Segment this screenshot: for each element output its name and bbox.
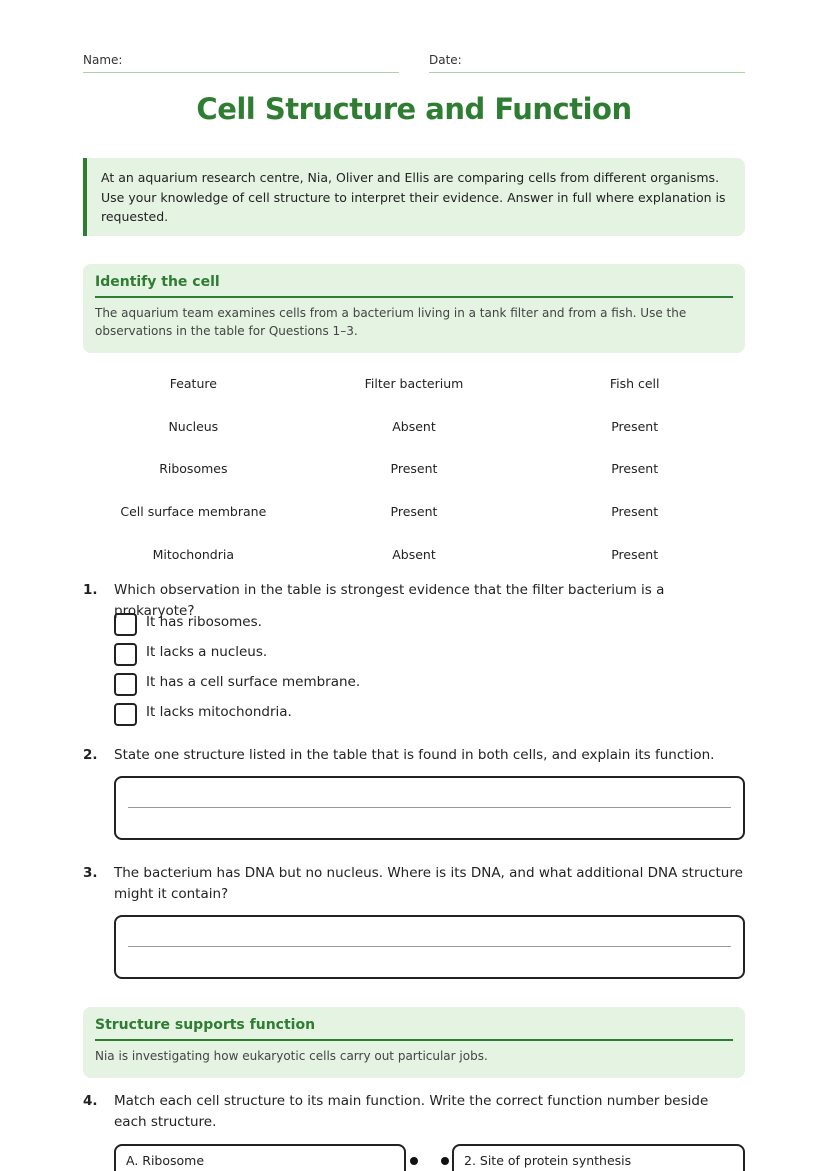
section-text: Nia is investigating how eukaryotic cells carry out particular jobs.	[95, 1049, 488, 1063]
section-title: Identify the cell	[95, 274, 733, 298]
intro-box: At an aquarium research centre, Nia, Oliver and Ellis are comparing cells from different organisms. Use your knowledge of cell structure to interpret their evidence. Answer in full where explanation is requested.	[83, 158, 745, 236]
table-cell: Absent	[392, 547, 436, 563]
table-cell: Present	[611, 547, 659, 563]
section-text: The aquarium team examines cells from a bacterium living in a tank filter and from a fish. Use the observations in the table for Questions 1–3.	[95, 306, 687, 338]
checkbox[interactable]	[114, 613, 137, 636]
section-identify-the-cell	[83, 264, 745, 353]
match-dot-left[interactable]	[410, 1157, 418, 1165]
table-header: Feature	[169, 375, 217, 391]
page-title: Cell Structure and Function	[196, 92, 632, 126]
name-label: Name:	[83, 53, 123, 67]
table-row	[83, 490, 745, 533]
table-row	[83, 405, 745, 448]
question-2	[83, 745, 745, 766]
section-title: Structure supports function	[95, 1017, 733, 1041]
question-text: The bacterium has DNA but no nucleus. Where is its DNA, and what additional DNA structure might it contain?	[114, 865, 743, 902]
answer-box-q2[interactable]	[114, 776, 745, 840]
answer-line	[128, 807, 731, 808]
question-text: Match each cell structure to its main function. Write the correct function number beside each structure.	[114, 1093, 709, 1130]
table-header: Filter bacterium	[364, 375, 464, 391]
match-function-item[interactable]: 2. Site of protein synthesis	[452, 1144, 745, 1171]
checkbox[interactable]	[114, 643, 137, 666]
table-header: Fish cell	[609, 375, 660, 391]
table-cell: Present	[611, 504, 659, 520]
question-text: State one structure listed in the table that is found in both cells, and explain its function.	[114, 747, 715, 763]
question-3	[83, 863, 745, 904]
table-header-row	[83, 362, 745, 405]
table-cell: Present	[390, 504, 438, 520]
date-field[interactable]	[429, 52, 745, 73]
table-cell: Ribosomes	[159, 461, 228, 477]
table-cell: Absent	[392, 418, 436, 434]
name-date-row	[83, 52, 745, 74]
date-label: Date:	[429, 53, 462, 67]
question-number: 2.	[83, 747, 98, 763]
table-cell: Nucleus	[168, 418, 219, 434]
checkbox[interactable]	[114, 703, 137, 726]
question-4	[83, 1091, 745, 1132]
option-label: It has a cell surface membrane.	[146, 674, 361, 690]
section-structure-supports-function	[83, 1007, 745, 1078]
table-cell: Present	[390, 461, 438, 477]
table-cell: Present	[611, 418, 659, 434]
option-label: It lacks a nucleus.	[146, 644, 268, 660]
answer-box-q3[interactable]	[114, 915, 745, 979]
option-label: It lacks mitochondria.	[146, 704, 292, 720]
option-label: It has ribosomes.	[146, 614, 262, 630]
table-cell: Present	[611, 461, 659, 477]
question-number: 4.	[83, 1093, 98, 1109]
table-row	[83, 448, 745, 491]
table-cell: Cell surface membrane	[120, 504, 267, 520]
checkbox[interactable]	[114, 673, 137, 696]
question-number: 1.	[83, 582, 98, 598]
name-field[interactable]	[83, 52, 399, 73]
match-structure-item[interactable]: A. Ribosome	[114, 1144, 406, 1171]
observations-table	[83, 362, 745, 576]
table-row	[83, 533, 745, 576]
table-cell: Mitochondria	[152, 547, 235, 563]
question-number: 3.	[83, 865, 98, 881]
match-dot-right[interactable]	[441, 1157, 449, 1165]
question-text: Which observation in the table is strongest evidence that the filter bacterium is a prokaryote?	[114, 582, 665, 619]
answer-line	[128, 946, 731, 947]
